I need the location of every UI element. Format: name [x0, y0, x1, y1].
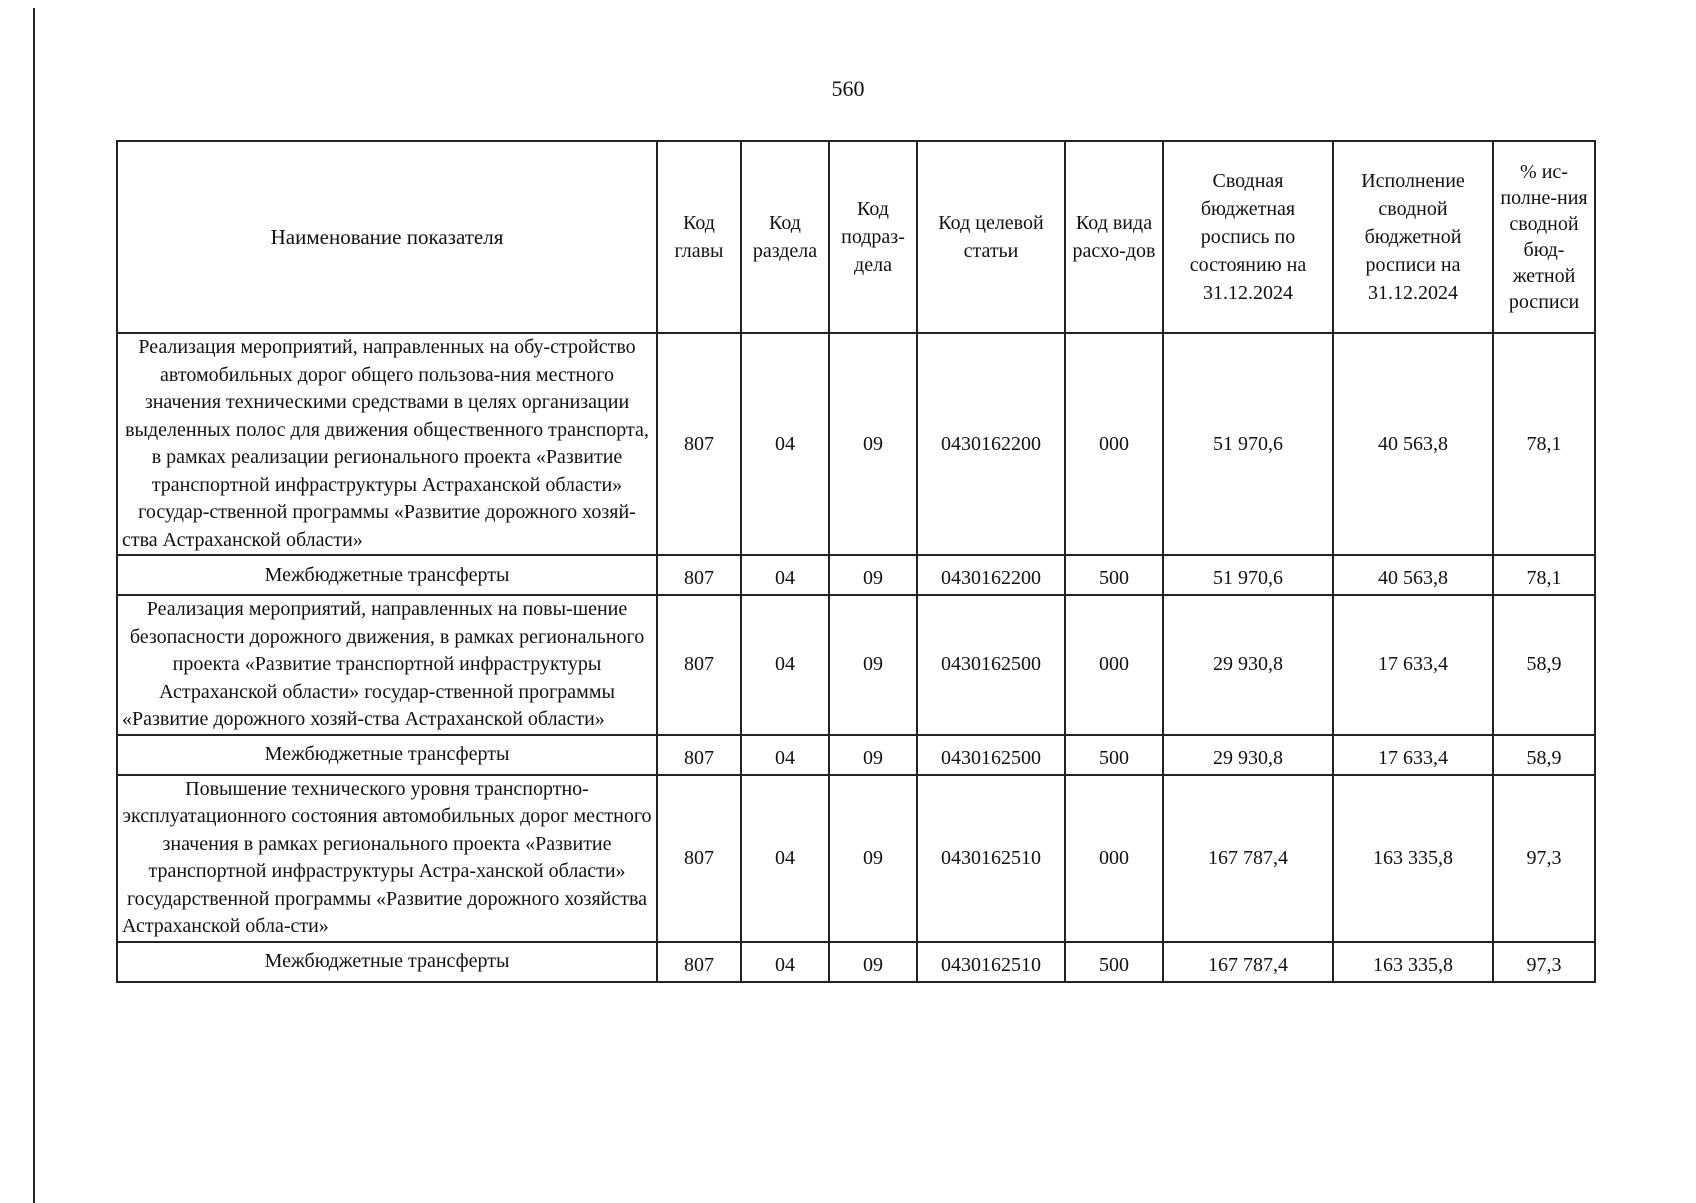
header-chapter-code: Код главы [657, 141, 741, 333]
header-percent: % ис-полне-ния сводной бюд-жетной росписи [1493, 141, 1595, 333]
row-execution: 17 633,4 [1333, 735, 1493, 775]
table-row [117, 595, 1595, 735]
row-chapter-code: 807 [657, 942, 741, 982]
header-name: Наименование показателя [117, 141, 657, 333]
row-expense-type-code: 500 [1065, 735, 1163, 775]
page-number: 560 [831, 76, 865, 101]
header-subsection-code: Код подраз-дела [829, 141, 917, 333]
row-section-code: 04 [741, 735, 829, 775]
row-section-code: 04 [741, 775, 829, 942]
row-expense-type-code: 000 [1065, 595, 1163, 735]
row-expense-type-code: 000 [1065, 333, 1163, 555]
row-chapter-code: 807 [657, 775, 741, 942]
row-expense-type-code: 000 [1065, 775, 1163, 942]
row-target-code: 0430162500 [917, 595, 1065, 735]
row-section-code: 04 [741, 555, 829, 595]
row-name: Повышение технического уровня транспортно-эксплуатационного состояния автомобильных дорог местного значения в рамках регионального проекта «Развитие транспортной инфраструктуры Астра-ханской области» государственной программы «Развитие дорожного хозяйства Астраханской обла-сти» [117, 775, 657, 942]
row-chapter-code: 807 [657, 735, 741, 775]
row-expense-type-code: 500 [1065, 942, 1163, 982]
row-percent: 58,9 [1493, 735, 1595, 775]
row-chapter-code: 807 [657, 333, 741, 555]
row-budget: 29 930,8 [1163, 735, 1333, 775]
row-target-code: 0430162510 [917, 775, 1065, 942]
row-target-code: 0430162200 [917, 333, 1065, 555]
row-budget: 29 930,8 [1163, 595, 1333, 735]
row-expense-type-code: 500 [1065, 555, 1163, 595]
row-subsection-code: 09 [829, 555, 917, 595]
table-row [117, 735, 1595, 775]
row-name: Межбюджетные трансферты [117, 942, 657, 982]
budget-execution-table [116, 140, 1596, 983]
row-chapter-code: 807 [657, 555, 741, 595]
table-header-row [117, 141, 1595, 333]
row-percent: 97,3 [1493, 775, 1595, 942]
row-subsection-code: 09 [829, 333, 917, 555]
row-budget: 51 970,6 [1163, 555, 1333, 595]
header-execution: Исполнение сводной бюджетной росписи на 31.12.2024 [1333, 141, 1493, 333]
header-budget: Сводная бюджетная роспись по состоянию на 31.12.2024 [1163, 141, 1333, 333]
row-target-code: 0430162510 [917, 942, 1065, 982]
row-name: Реализация мероприятий, направленных на обу-стройство автомобильных дорог общего пользова-ния местного значения техническими средствами в целях организации выделенных полос для движения общественного транспорта, в рамках реализации регионального проекта «Развитие транспортной инфраструктуры Астраханской области» государ-ственной программы «Развитие дорожного хозяй-ства Астраханской области» [117, 333, 657, 555]
row-execution: 163 335,8 [1333, 942, 1493, 982]
row-name: Межбюджетные трансферты [117, 555, 657, 595]
row-target-code: 0430162500 [917, 735, 1065, 775]
row-execution: 17 633,4 [1333, 595, 1493, 735]
row-budget: 167 787,4 [1163, 775, 1333, 942]
row-execution: 163 335,8 [1333, 775, 1493, 942]
row-chapter-code: 807 [657, 595, 741, 735]
header-expense-type-code: Код вида расхо-дов [1065, 141, 1163, 333]
row-subsection-code: 09 [829, 595, 917, 735]
table-row [117, 333, 1595, 555]
row-name: Реализация мероприятий, направленных на повы-шение безопасности дорожного движения, в рамках регионального проекта «Развитие транспортной инфраструктуры Астраханской области» государ-ственной программы «Развитие дорожного хозяй-ства Астраханской области» [117, 595, 657, 735]
row-section-code: 04 [741, 333, 829, 555]
header-target-code: Код целевой статьи [917, 141, 1065, 333]
row-section-code: 04 [741, 942, 829, 982]
row-budget: 51 970,6 [1163, 333, 1333, 555]
row-name: Межбюджетные трансферты [117, 735, 657, 775]
row-percent: 78,1 [1493, 333, 1595, 555]
row-percent: 97,3 [1493, 942, 1595, 982]
table-row [117, 942, 1595, 982]
row-section-code: 04 [741, 595, 829, 735]
row-execution: 40 563,8 [1333, 555, 1493, 595]
row-percent: 78,1 [1493, 555, 1595, 595]
row-target-code: 0430162200 [917, 555, 1065, 595]
row-percent: 58,9 [1493, 595, 1595, 735]
row-budget: 167 787,4 [1163, 942, 1333, 982]
table-row [117, 775, 1595, 942]
row-subsection-code: 09 [829, 775, 917, 942]
row-execution: 40 563,8 [1333, 333, 1493, 555]
header-section-code: Код раздела [741, 141, 829, 333]
table-row [117, 555, 1595, 595]
row-subsection-code: 09 [829, 735, 917, 775]
row-subsection-code: 09 [829, 942, 917, 982]
left-margin-line [33, 8, 35, 1203]
